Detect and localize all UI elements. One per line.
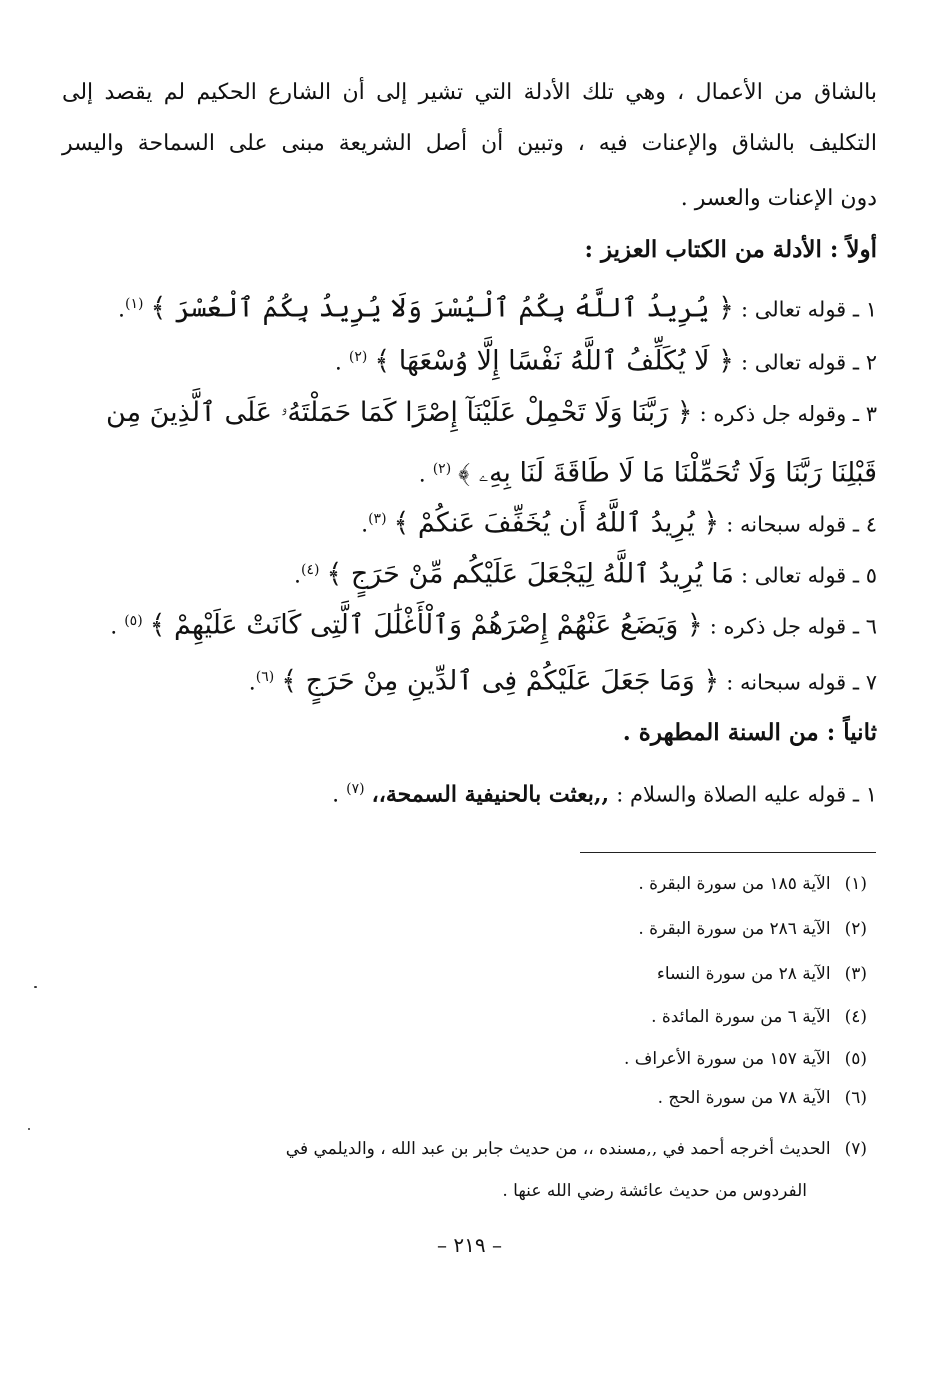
footnote-text: الآية ٦ من سورة المائدة . xyxy=(651,1007,831,1027)
verse-item-1 xyxy=(62,289,877,325)
quran-verse-text: ﴿ وَمَا جَعَلَ عَلَيْكُمْ فِى ٱلدِّينِ مِنْ حَرَجٍ ﴾ xyxy=(281,665,720,697)
footnote-text: الآية ٢٨ من سورة النساء xyxy=(656,964,831,984)
section-heading-quran: أولاً : الأدلة من الكتاب العزيز : xyxy=(584,236,877,263)
sentence-end: . xyxy=(361,512,369,538)
verse-item-2 xyxy=(62,342,877,378)
footnote-ref: (٧) xyxy=(346,781,365,797)
footnote-ref: (٦) xyxy=(255,669,275,685)
quran-verse-text: ﴿ رَبَّنَا وَلَا تَحْمِلْ عَلَيْنَآ إِصْرًا كَمَا حَمَلْتَهُۥ عَلَى ٱلَّذِينَ مِن xyxy=(106,397,693,428)
verse-item-4 xyxy=(62,504,877,540)
footnote-6 xyxy=(658,1085,867,1111)
verse-item-7 xyxy=(62,662,877,698)
body-line-1: بالشاق من الأعمال ، وهي تلك الأدلة التي تشير إلى أن الشارع الحكيم لم يقصد إلى xyxy=(62,80,877,105)
footnote-text: الآية ١٥٧ من سورة الأعراف . xyxy=(624,1049,831,1069)
footnote-ref: (١) xyxy=(125,296,144,312)
scan-speck xyxy=(34,986,37,988)
quran-verse-text: ﴿ يُرِيدُ ٱللَّهُ بِكُمُ ٱلْيُسْرَ وَلَا يُرِيدُ بِكُمُ ٱلْعُسْرَ ﴾ xyxy=(150,292,734,324)
verse-item-6 xyxy=(62,606,877,642)
verse-label: ٢ ـ قوله تعالى : xyxy=(740,350,877,375)
quran-verse-text: ﴿ وَيَضَعُ عَنْهُمْ إِصْرَهُمْ وَٱلْأَغْلَٰلَ ٱلَّتِى كَانَتْ عَلَيْهِمْ ﴾ xyxy=(149,609,703,641)
footnote-text: الآية ١٨٥ من سورة البقرة . xyxy=(638,874,831,894)
quran-verse-text: ﴿ يُرِيدُ ٱللَّهُ أَن يُخَفِّفَ عَنكُمْ ﴾ xyxy=(393,507,720,539)
footnote-7 xyxy=(286,1136,867,1162)
footnote-5 xyxy=(624,1046,867,1072)
sentence-end: . xyxy=(110,614,118,640)
quran-verse-text: مَا يُرِيدُ ٱللَّهُ لِيَجْعَلَ عَلَيْكُم مِّنْ حَرَجٍ ﴾ xyxy=(326,558,734,590)
footnote-ref: (٢) xyxy=(348,349,368,365)
footnote-number: (٧) xyxy=(844,1139,867,1159)
footnote-1 xyxy=(638,871,867,897)
footnote-text: الآية ٢٨٦ من سورة البقرة . xyxy=(638,919,831,939)
verse-item-3 xyxy=(62,398,877,430)
quran-verse-text: قَبْلِنَا رَبَّنَا وَلَا تُحَمِّلْنَا مَا لَا طَاقَةَ لَنَا بِهِۦ ﴾ xyxy=(458,457,877,489)
footnote-number: (٥) xyxy=(844,1049,867,1069)
verse-label: ٦ ـ قوله جل ذكره : xyxy=(709,614,877,639)
footnote-number: (٢) xyxy=(844,919,867,939)
sentence-end: . xyxy=(293,563,301,589)
footnote-number: (٣) xyxy=(844,964,867,984)
footnote-2 xyxy=(638,916,867,942)
sentence-end: . xyxy=(332,782,340,808)
verse-item-5 xyxy=(62,555,877,591)
verse-label: ٤ ـ قوله سبحانه : xyxy=(726,512,877,537)
footnote-number: (٤) xyxy=(844,1007,867,1027)
footnote-ref: (٤) xyxy=(300,562,320,578)
footnote-7-continued xyxy=(502,1178,807,1204)
footnote-4 xyxy=(651,1004,867,1030)
hadith-label: ١ ـ قوله عليه الصلاة والسلام : xyxy=(616,782,877,807)
footnote-separator xyxy=(580,852,876,853)
verse-label: ٥ ـ قوله تعالى : xyxy=(740,563,877,588)
footnote-number: (١) xyxy=(844,874,867,894)
body-line-2: التكليف بالشاق والإعنات فيه ، وتبين أن أصل الشريعة مبنى على السماحة واليسر xyxy=(62,131,877,156)
sentence-end: . xyxy=(248,670,256,696)
verse-item-3-continued xyxy=(62,454,877,490)
footnote-text: الفردوس من حديث عائشة رضي الله عنها . xyxy=(502,1181,807,1201)
verse-label: ١ ـ قوله تعالى : xyxy=(740,297,877,322)
footnote-ref: (٢) xyxy=(432,461,452,477)
footnote-ref: (٥) xyxy=(124,613,143,629)
hadith-text: ,,بعثت بالحنيفية السمحة،، xyxy=(371,781,610,808)
quran-verse-text: ﴿ لَا يُكَلِّفُ ٱللَّهُ نَفْسًا إِلَّا وُسْعَهَا ﴾ xyxy=(374,345,734,377)
sentence-end: . xyxy=(334,350,342,376)
sentence-end: . xyxy=(118,297,125,323)
footnote-text: الحديث أخرجه أحمد في ,,مسنده ،، من حديث جابر بن عبد الله ، والديلمي في xyxy=(285,1139,831,1159)
scan-speck xyxy=(28,1128,30,1130)
section-heading-sunnah: ثانياً : من السنة المطهرة . xyxy=(622,719,877,746)
footnote-text: الآية ٧٨ من سورة الحج . xyxy=(657,1088,831,1108)
footnote-3 xyxy=(657,961,867,987)
page-number: – ٢١٩ – xyxy=(437,1233,502,1257)
verse-label: ٧ ـ قوله سبحانه : xyxy=(726,670,877,695)
verse-label: ٣ ـ وقوله جل ذكره : xyxy=(699,402,877,426)
body-line-3: دون الإعنات والعسر . xyxy=(680,186,877,211)
footnote-ref: (٣) xyxy=(368,511,387,527)
hadith-item-1 xyxy=(62,774,877,810)
sentence-end: . xyxy=(418,462,426,488)
footnote-number: (٦) xyxy=(844,1088,867,1108)
